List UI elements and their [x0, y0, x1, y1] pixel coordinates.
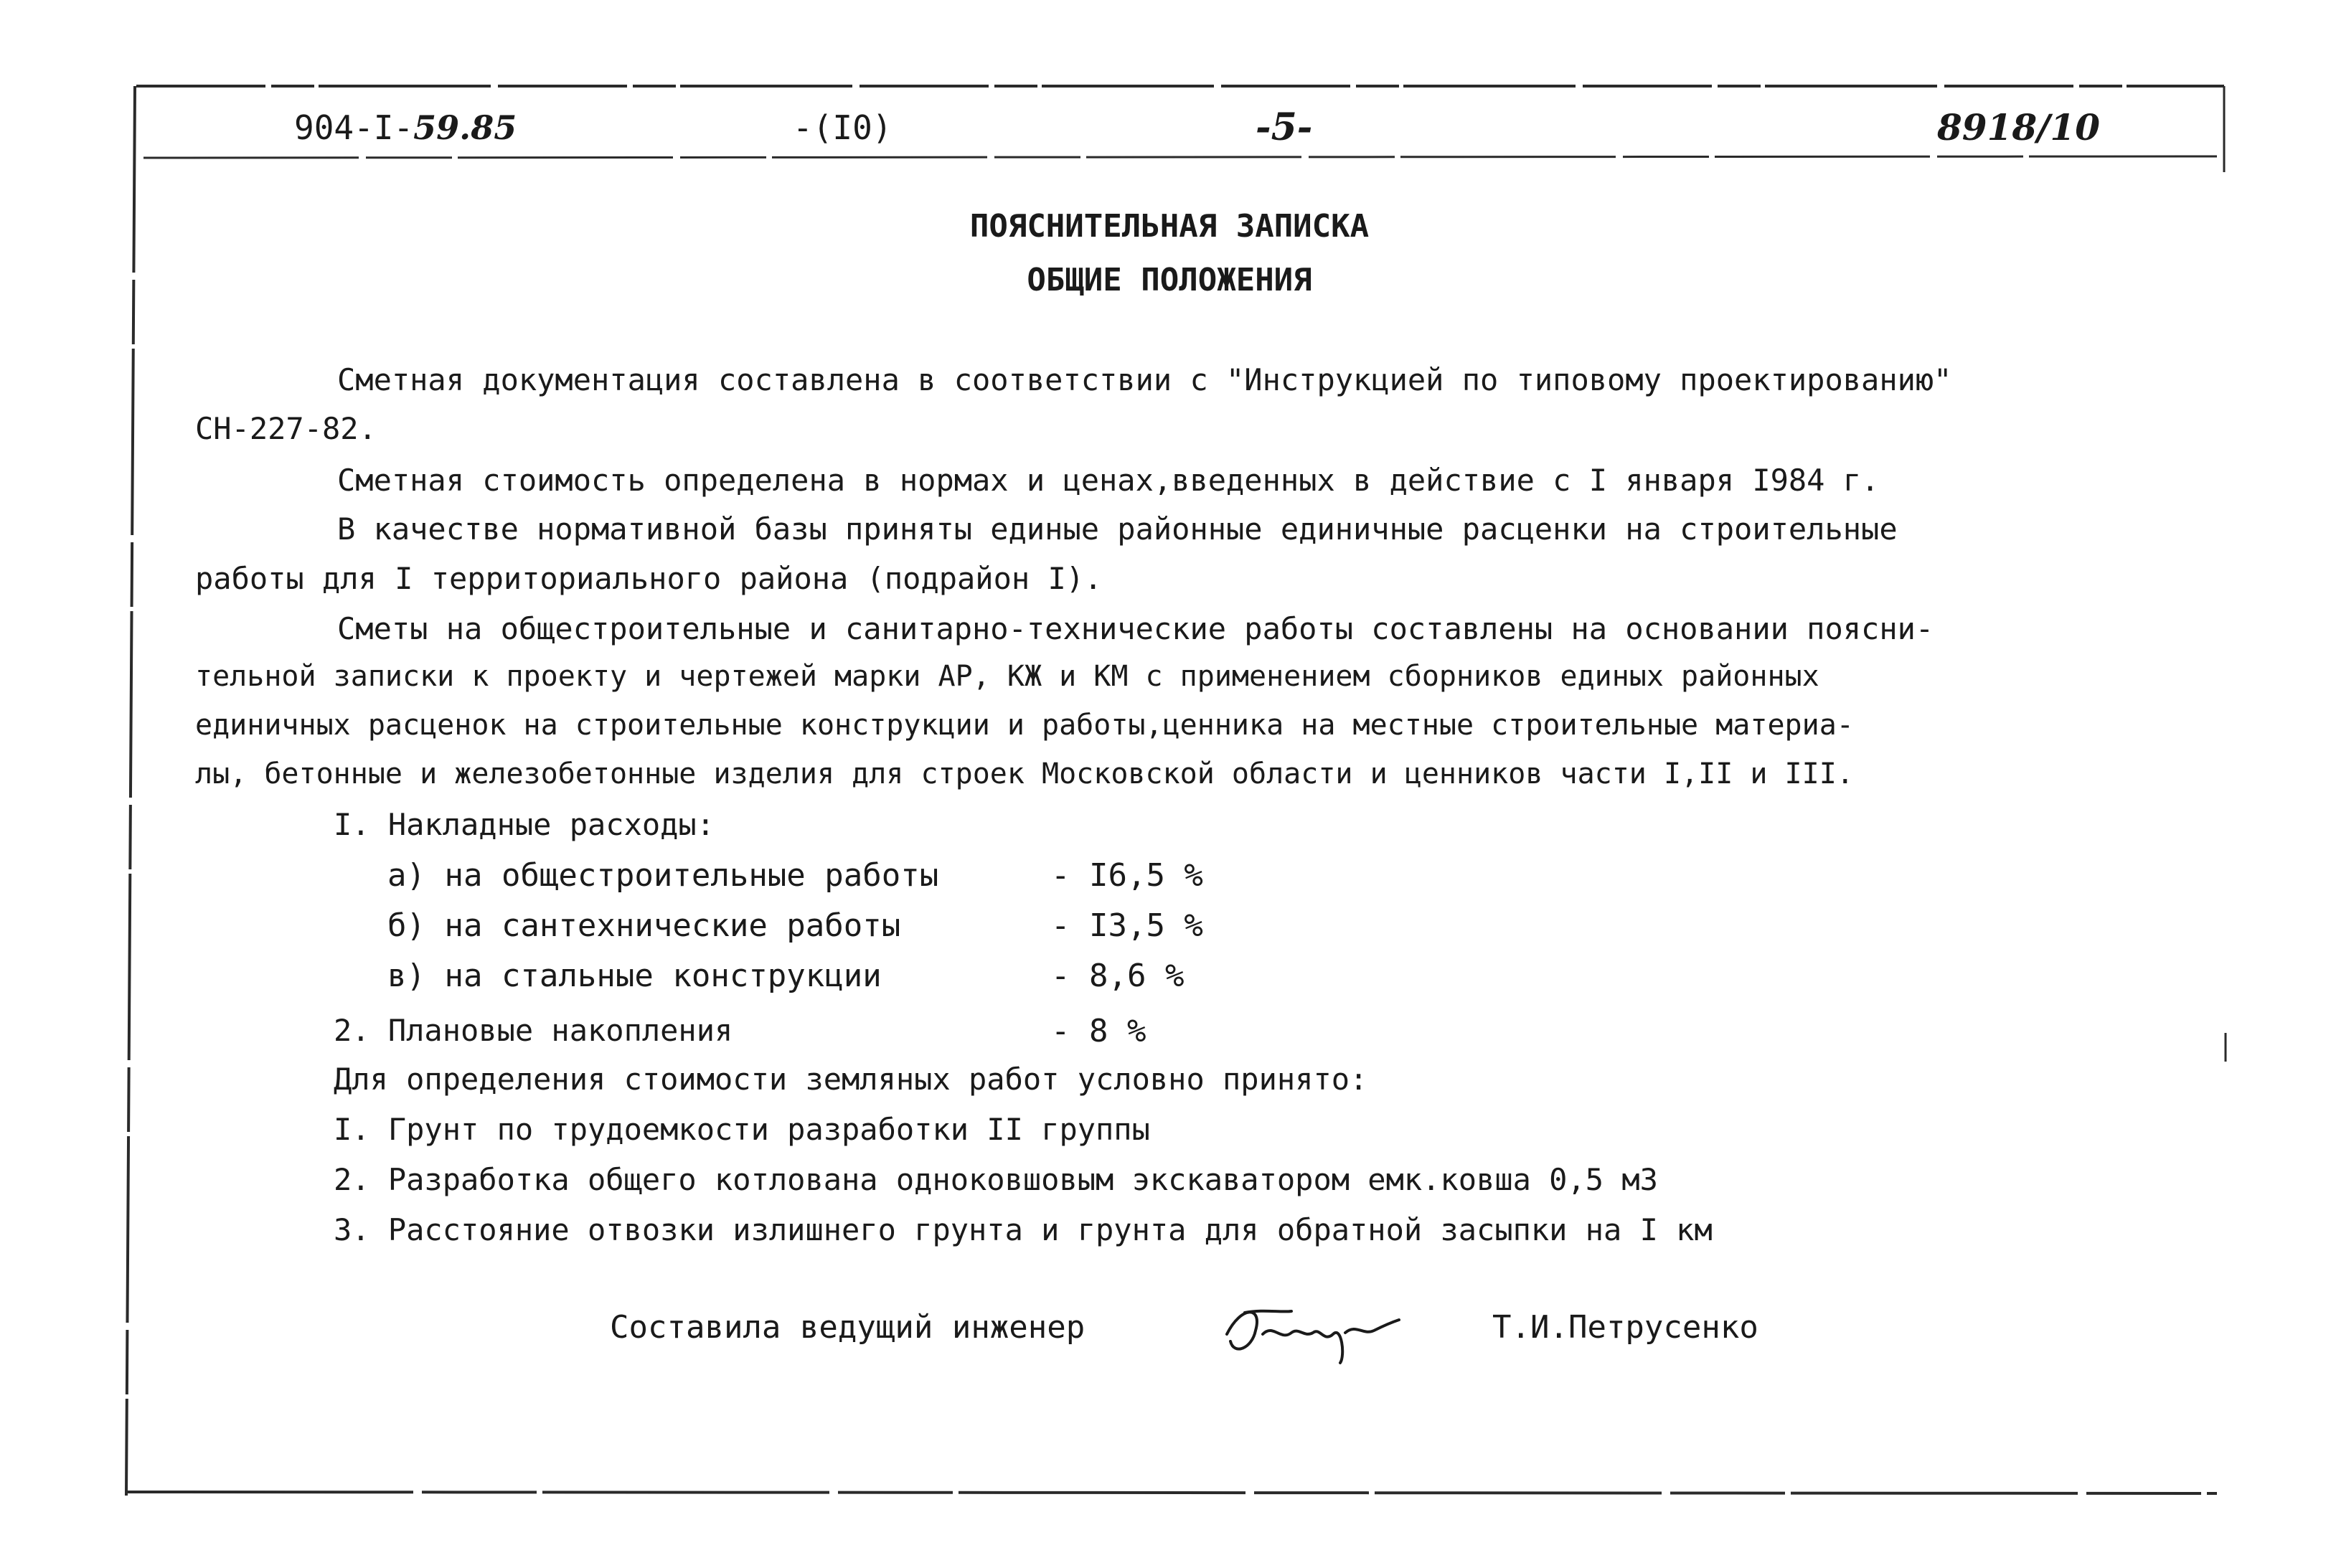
signatory-name: Т.И.Петрусенко: [1492, 1309, 1758, 1346]
overhead-item-value: - I3,5 %: [1051, 907, 1203, 944]
doc-code-prefix: 904-I-: [294, 108, 414, 147]
overhead-item-label: в) на стальные конструкции: [387, 958, 882, 994]
overhead-item-value: - I6,5 %: [1051, 857, 1203, 894]
page-number: -5-: [1256, 105, 1313, 149]
paragraph-4-line-1: Сметы на общестроительные и санитарно-технические работы составлены на основании поясни-: [337, 611, 1934, 646]
overhead-item-label: а) на общестроительные работы: [387, 857, 939, 894]
bottom-frame-line: [126, 1492, 2217, 1493]
overhead-item-value: - 8,6 %: [1051, 958, 1185, 994]
planned-accumulations-value: - 8 %: [1051, 1013, 1146, 1049]
sheet-ref: -(I0): [793, 108, 893, 147]
paragraph-1-line-2: СН-227-82.: [195, 411, 377, 446]
overhead-item-label: б) на сантехнические работы: [387, 907, 901, 944]
paragraph-1-line-1: Сметная документация составлена в соответствии с "Инструкцией по типовому проектированию": [337, 362, 1952, 397]
doc-code-hand: 59.85: [413, 108, 517, 147]
title-explanatory-note: ПОЯСНИТЕЛЬНАЯ ЗАПИСКА: [969, 208, 1370, 245]
paragraph-4-line-2: тельной записки к проекту и чертежей марки АР, КЖ и КМ с применением сборников единых районных: [195, 660, 1819, 693]
paragraph-4-line-3: единичных расценок на строительные конструкции и работы,ценника на местные строительные материа-: [195, 709, 1854, 742]
earthworks-item: 3. Расстояние отвозки излишнего грунта и грунта для обратной засыпки на I км: [334, 1212, 1713, 1247]
signature-role: Составила ведущий инженер: [610, 1309, 1086, 1346]
paragraph-2-line-1: Сметная стоимость определена в нормах и ценах,введенных в действие с I января I984 г.: [337, 463, 1880, 498]
archive-number: 8918/10: [1937, 106, 2101, 148]
handwritten-signature: [1212, 1291, 1428, 1370]
earthworks-intro: Для определения стоимости земляных работ условно принято:: [334, 1062, 1368, 1097]
header-divider-line: [143, 156, 2217, 158]
paragraph-4-line-4: лы, бетонные и железобетонные изделия для строек Московской области и ценников части I,II и III.: [195, 757, 1854, 790]
overheads-heading: I. Накладные расходы:: [334, 807, 715, 842]
earthworks-item: 2. Разработка общего котлована одноковшовым экскаватором емк.ковша 0,5 м3: [334, 1162, 1658, 1197]
planned-accumulations-label: 2. Плановые накопления: [334, 1013, 733, 1048]
paragraph-3-line-2: работы для I территориального района (подрайон I).: [195, 561, 1103, 596]
title-general-provisions: ОБЩИЕ ПОЛОЖЕНИЯ: [1027, 262, 1312, 298]
doc-code: [294, 108, 517, 148]
paragraph-3-line-1: В качестве нормативной базы приняты единые районные единичные расценки на строительные: [337, 511, 1898, 547]
earthworks-item: I. Грунт по трудоемкости разработки II группы: [334, 1112, 1150, 1147]
